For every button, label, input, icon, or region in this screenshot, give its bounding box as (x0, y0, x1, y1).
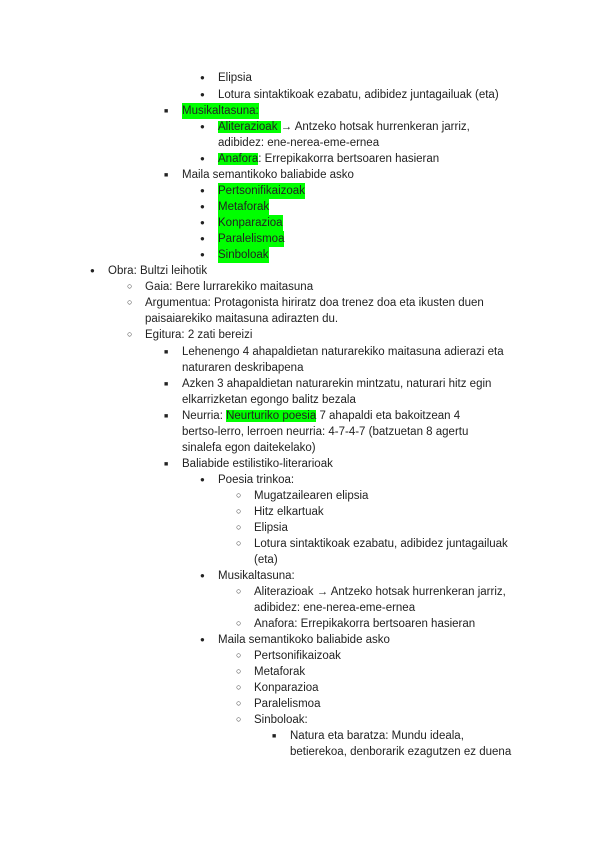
list-item-natura-eta-baratza-cont: betierekoa, denborarik ezagutzen ez duena (290, 746, 512, 758)
list-item-aliterazioak-2-cont: adibidez: ene-nerea-eme-ernea (254, 602, 416, 614)
list-item-lotura-2: Lotura sintaktikoak ezabatu, adibidez juntagailuak (254, 538, 508, 550)
list-item-mugatzailearen: Mugatzailearen elipsia (254, 490, 369, 502)
list-item-musikaltasuna-2: Musikaltasuna: (218, 570, 295, 582)
bullet-square-icon (164, 456, 168, 472)
list-item-neurria (182, 408, 460, 424)
bullet-disc-icon (200, 183, 205, 199)
list-item-lotura: Lotura sintaktikoak ezabatu, adibidez juntagailuak (eta) (218, 89, 499, 101)
bullet-disc-icon (200, 632, 205, 648)
highlight-neurturiko-poesia: Neurturiko poesia (226, 410, 317, 422)
list-item-elipsia: Elipsia (218, 72, 252, 84)
bullet-circle-icon (236, 696, 241, 712)
bullet-disc-icon (200, 472, 205, 488)
list-item-anafora-text: : Errepikakorra bertsoaren hasieran (258, 153, 440, 165)
list-item-paralelismoa: Paralelismoa (218, 233, 285, 245)
bullet-disc-icon (200, 231, 205, 247)
list-item-konparazioa-2: Konparazioa (254, 682, 319, 694)
bullet-circle-icon (236, 648, 241, 664)
highlight-anafora: Anafora (218, 153, 259, 165)
bullet-circle-icon (236, 536, 241, 552)
list-item-lehenengo: Lehenengo 4 ahapaldietan naturarekiko maitasuna adierazi eta (182, 346, 504, 358)
list-item-sinboloak: Sinboloak (218, 249, 269, 261)
list-item-aliterazioak-cont: adibidez: ene-nerea-eme-ernea (218, 137, 380, 149)
list-item-neurria-cont: bertso-lerro, lerroen neurria: 4-7-4-7 (batzuetan 8 agertu (182, 426, 469, 438)
bullet-square-icon (164, 344, 168, 360)
list-item-pertsonifikaizoak-2: Pertsonifikaizoak (254, 650, 341, 662)
bullet-circle-icon (236, 680, 241, 696)
list-item-konparazioa: Konparazioa (218, 217, 283, 229)
list-item-argumentua-cont: paisaiarekiko maitasuna adirazten du. (145, 313, 339, 325)
list-item-aliterazioak-text: → Antzeko hotsak hurrenkeran jarriz, (280, 121, 470, 133)
list-item-hitz-elkartuak: Hitz elkartuak (254, 506, 324, 518)
list-item-metaforak: Metaforak (218, 201, 270, 213)
list-item-gaia: Gaia: Bere lurrarekiko maitasuna (145, 281, 314, 293)
bullet-disc-icon (200, 199, 205, 215)
list-item-azken: Azken 3 ahapaldietan naturarekin mintzatu, naturari hitz egin (182, 378, 492, 390)
list-item-metaforak-2: Metaforak (254, 666, 306, 678)
bullet-disc-icon (200, 568, 205, 584)
list-item-pertsonifikaizoak: Pertsonifikaizoak (218, 185, 305, 197)
list-item-elipsia-2: Elipsia (254, 522, 288, 534)
list-item-egitura: Egitura: 2 zati bereizi (145, 329, 253, 341)
list-item-paralelismoa-2: Paralelismoa (254, 698, 321, 710)
bullet-circle-icon (127, 327, 132, 343)
bullet-square-icon (164, 408, 168, 424)
list-item-sinboloak-2: Sinboloak: (254, 714, 308, 726)
bullet-disc-icon (200, 247, 205, 263)
list-item-aliterazioak-2: Aliterazioak → Antzeko hotsak hurrenkeran jarriz, (254, 586, 506, 598)
list-item-anafora-2: Anafora: Errepikakorra bertsoaren hasieran (254, 618, 476, 630)
bullet-disc-icon (200, 70, 205, 86)
bullet-circle-icon (236, 664, 241, 680)
list-item-lotura-2-cont: (eta) (254, 554, 278, 566)
neurria-text: 7 ahapaldi eta bakoitzean 4 (316, 410, 461, 422)
bullet-circle-icon (127, 295, 132, 311)
list-item-baliabide: Baliabide estilistiko-literarioak (182, 458, 333, 470)
bullet-circle-icon (127, 279, 132, 295)
list-item-aliterazioak (218, 119, 470, 135)
list-item-maila-semantikoko: Maila semantikoko baliabide asko (182, 169, 354, 181)
bullet-circle-icon (236, 504, 241, 520)
highlight-aliterazioak: Aliterazioak (218, 121, 281, 133)
bullet-circle-icon (236, 712, 241, 728)
bullet-circle-icon (236, 488, 241, 504)
bullet-square-icon (164, 103, 168, 119)
bullet-square-icon (272, 728, 276, 744)
bullet-circle-icon (236, 616, 241, 632)
list-item-musikaltasuna: Musikaltasuna: (182, 105, 259, 117)
list-item-natura-eta-baratza: Natura eta baratza: Mundu ideala, (290, 730, 464, 742)
list-item-argumentua: Argumentua: Protagonista hiriratz doa trenez doa eta ikusten duen (145, 297, 484, 309)
bullet-disc-icon (90, 263, 95, 279)
bullet-disc-icon (200, 119, 205, 135)
bullet-square-icon (164, 167, 168, 183)
list-item-anafora (218, 151, 439, 167)
list-item-poesia-trinkoa: Poesia trinkoa: (218, 474, 295, 486)
bullet-disc-icon (200, 87, 205, 103)
list-item-maila-semantikoko-2: Maila semantikoko baliabide asko (218, 634, 390, 646)
list-item-obra: Obra: Bultzi leihotik (108, 265, 208, 277)
bullet-disc-icon (200, 215, 205, 231)
bullet-disc-icon (200, 151, 205, 167)
bullet-square-icon (164, 376, 168, 392)
list-item-neurria-cont2: sinalefa egon daitekelako) (182, 442, 316, 454)
neurria-label: Neurria: (182, 410, 227, 422)
bullet-circle-icon (236, 584, 241, 600)
list-item-azken-cont: elkarrizketan egongo balitz bezala (182, 394, 356, 406)
bullet-circle-icon (236, 520, 241, 536)
list-item-lehenengo-cont: naturaren deskribapena (182, 362, 304, 374)
